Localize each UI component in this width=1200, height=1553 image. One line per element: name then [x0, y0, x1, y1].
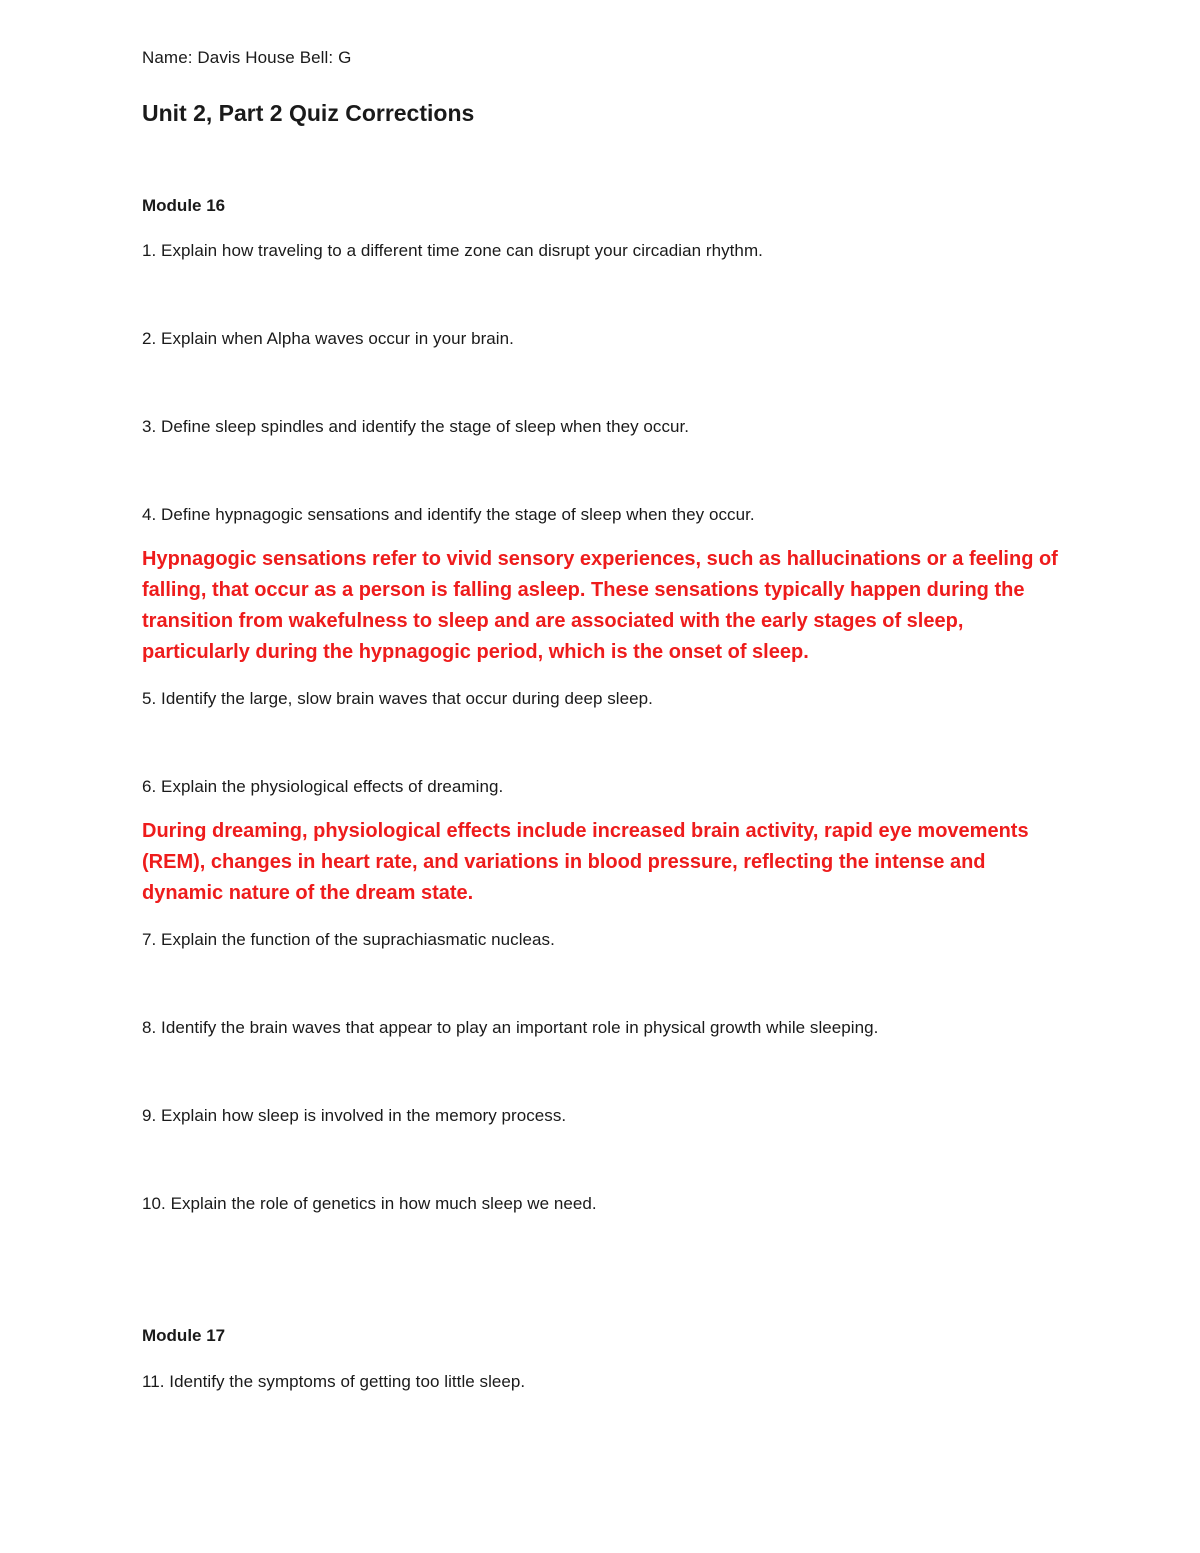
answer-correction	[142, 544, 1072, 668]
module-heading: Module 17	[142, 1326, 226, 1345]
question-item	[142, 1372, 525, 1392]
question-text: Explain how traveling to a different time zone can disrupt your circadian rhythm.	[156, 241, 763, 260]
module-heading: Module 16	[142, 196, 226, 215]
question-number: 9.	[142, 1106, 157, 1125]
question-number: 3.	[142, 417, 157, 436]
question-item	[142, 505, 755, 525]
document-title: Unit 2, Part 2 Quiz Corrections	[142, 100, 475, 126]
question-item	[142, 1018, 878, 1038]
question-number: 10.	[142, 1194, 166, 1213]
question-item	[142, 689, 653, 709]
question-text: Explain how sleep is involved in the memory process.	[156, 1106, 567, 1125]
question-item	[142, 777, 503, 797]
question-text: Explain when Alpha waves occur in your brain.	[156, 329, 514, 348]
question-number: 5.	[142, 689, 157, 708]
student-name-line: Name: Davis House Bell: G	[142, 48, 352, 67]
question-text: Explain the physiological effects of dreaming.	[156, 777, 504, 796]
answer-correction	[142, 816, 1072, 909]
question-text: Identify the large, slow brain waves that occur during deep sleep.	[156, 689, 653, 708]
question-text: Explain the function of the suprachiasmatic nucleas.	[156, 930, 555, 949]
answer-line: dynamic nature of the dream state.	[142, 882, 474, 904]
question-item	[142, 1194, 597, 1214]
question-item	[142, 1106, 566, 1126]
question-number: 4.	[142, 505, 157, 524]
answer-line: (REM), changes in heart rate, and variations in blood pressure, reflecting the intense and	[142, 851, 986, 873]
question-item	[142, 417, 689, 437]
answer-line: transition from wakefulness to sleep and are associated with the early stages of sleep,	[142, 610, 964, 632]
question-text: Explain the role of genetics in how much sleep we need.	[165, 1194, 597, 1213]
question-item	[142, 241, 763, 261]
question-text: Define sleep spindles and identify the stage of sleep when they occur.	[156, 417, 690, 436]
question-text: Identify the brain waves that appear to play an important role in physical growth while sleeping.	[156, 1018, 879, 1037]
question-item	[142, 329, 514, 349]
question-number: 6.	[142, 777, 157, 796]
question-text: Define hypnagogic sensations and identify the stage of sleep when they occur.	[156, 505, 755, 524]
question-number: 11.	[142, 1372, 165, 1391]
question-number: 7.	[142, 930, 157, 949]
answer-line: During dreaming, physiological effects include increased brain activity, rapid eye movements	[142, 820, 1029, 842]
question-text: Identify the symptoms of getting too little sleep.	[164, 1372, 526, 1391]
answer-line: particularly during the hypnagogic period, which is the onset of sleep.	[142, 641, 809, 663]
answer-line: Hypnagogic sensations refer to vivid sensory experiences, such as hallucinations or a feeling of	[142, 548, 1058, 570]
question-item	[142, 930, 555, 950]
question-number: 1.	[142, 241, 157, 260]
question-number: 8.	[142, 1018, 157, 1037]
question-number: 2.	[142, 329, 157, 348]
answer-line: falling, that occur as a person is falling asleep. These sensations typically happen during the	[142, 579, 1025, 601]
